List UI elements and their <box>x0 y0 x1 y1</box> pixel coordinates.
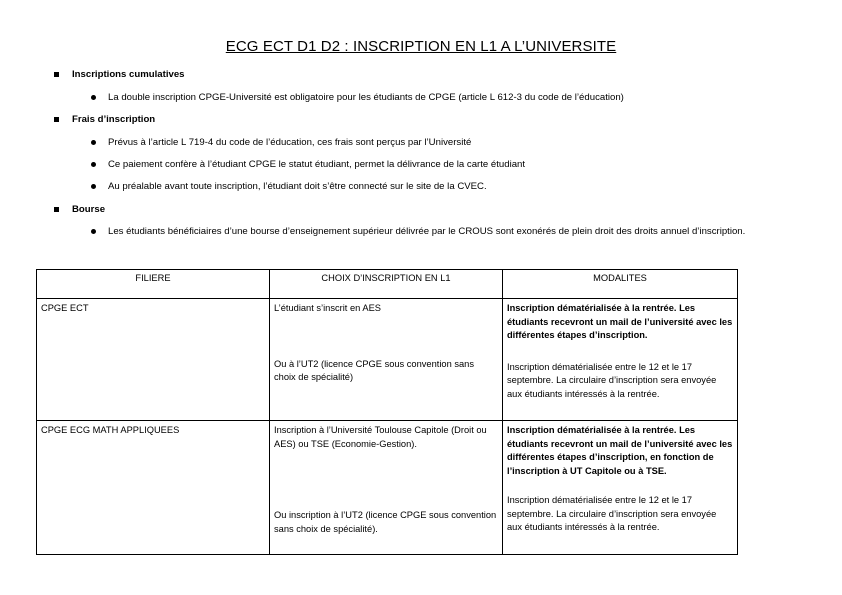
table-header-row <box>37 270 738 299</box>
bullet-text: La double inscription CPGE-Université est obligatoire pour les étudiants de CPGE (article L 612-3 du code de l’éducation) <box>108 92 624 103</box>
filiere-text: CPGE ECT <box>41 303 89 313</box>
choix-text-2: Ou à l’UT2 (licence CPGE sous convention sans choix de spécialité) <box>274 358 474 382</box>
modalite-text-1: Inscription dématérialisée à la rentrée. Les étudiants recevront un mail de l’université avec les différentes étapes d’inscription, en fonction de l’inscription à UT Capitole ou à TSE. <box>507 425 733 476</box>
section-heading-frais <box>54 114 155 125</box>
header-modalites: MODALITES <box>503 270 738 299</box>
header-filiere: FILIERE <box>37 270 270 299</box>
round-bullet-icon <box>91 140 96 145</box>
section-heading-label: Bourse <box>72 204 106 215</box>
header-choix: CHOIX D’INSCRIPTION EN L1 <box>270 270 503 299</box>
bullet-item <box>91 92 624 103</box>
choix-cell <box>270 421 503 555</box>
square-bullet-icon <box>54 72 59 77</box>
section-heading-inscriptions <box>54 69 185 80</box>
table-row <box>37 421 738 555</box>
modalites-cell <box>503 421 738 555</box>
bullet-item <box>91 181 487 192</box>
round-bullet-icon <box>91 229 96 234</box>
filiere-cell <box>37 421 270 555</box>
modalites-cell <box>503 299 738 421</box>
bullet-item <box>91 137 471 148</box>
choix-cell <box>270 299 503 421</box>
filiere-cell <box>37 299 270 421</box>
section-heading-label: Frais d’inscription <box>72 114 156 125</box>
modalite-text-2: Inscription dématérialisée entre le 12 et le 17 septembre. La circulaire d’inscription sera envoyée aux étudiants intéressés à la rentrée. <box>507 495 717 532</box>
bullet-item <box>91 159 525 170</box>
section-heading-label: Inscriptions cumulatives <box>72 69 185 80</box>
page-title: ECG ECT D1 D2 : INSCRIPTION EN L1 A L’UNIVERSITE <box>225 38 617 55</box>
round-bullet-icon <box>91 95 96 100</box>
inscription-table <box>36 269 738 555</box>
bullet-text: Ce paiement confère à l’étudiant CPGE le statut étudiant, permet la délivrance de la carte étudiant <box>108 159 526 170</box>
bullet-text: Au préalable avant toute inscription, l’étudiant doit s’être connecté sur le site de la CVEC. <box>108 181 487 192</box>
choix-text-1: Inscription à l’Université Toulouse Capitole (Droit ou AES) ou TSE (Economie-Gestion). <box>274 425 487 449</box>
section-heading-bourse <box>54 204 105 215</box>
choix-text-1: L’étudiant s’inscrit en AES <box>274 303 381 313</box>
bullet-item <box>91 226 745 237</box>
square-bullet-icon <box>54 117 59 122</box>
square-bullet-icon <box>54 207 59 212</box>
choix-text-2: Ou inscription à l’UT2 (licence CPGE sous convention sans choix de spécialité). <box>274 510 497 534</box>
modalite-text-1: Inscription dématérialisée à la rentrée. Les étudiants recevront un mail de l’université avec les différentes étapes d’inscription. <box>507 303 733 340</box>
bullet-text: Prévus à l’article L 719-4 du code de l’éducation, ces frais sont perçus par l’Université <box>108 137 472 148</box>
round-bullet-icon <box>91 184 96 189</box>
bullet-text: Les étudiants bénéficiaires d’une bourse d’enseignement supérieur délivrée par le CROUS sont exonérés de plein droit des droits annuel d’inscription. <box>108 226 746 237</box>
round-bullet-icon <box>91 162 96 167</box>
filiere-text: CPGE ECG MATH APPLIQUEES <box>41 425 180 435</box>
table-row <box>37 299 738 421</box>
modalite-text-2: Inscription dématérialisée entre le 12 et le 17 septembre. La circulaire d’inscription sera envoyée aux étudiants intéressés à la rentrée. <box>507 361 717 399</box>
